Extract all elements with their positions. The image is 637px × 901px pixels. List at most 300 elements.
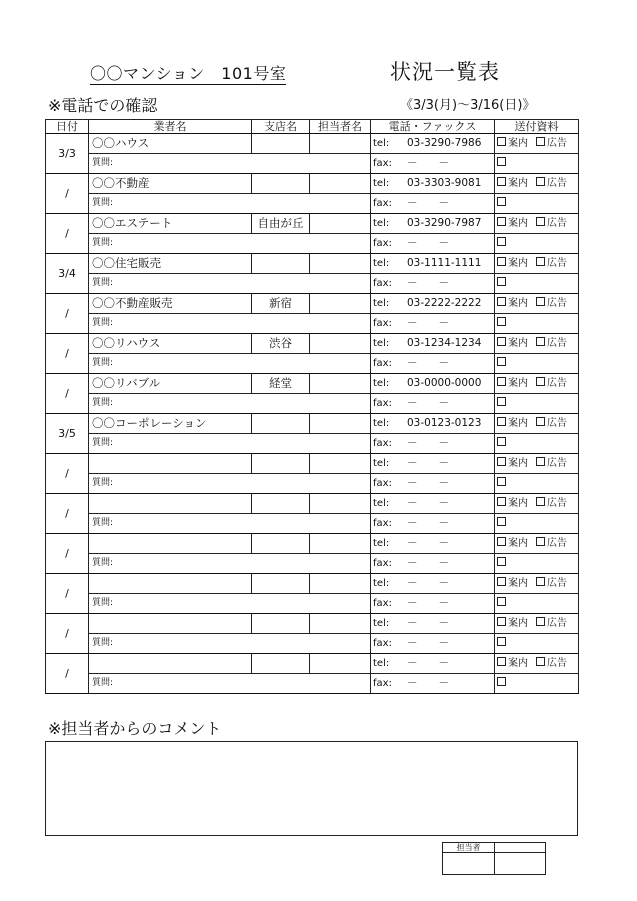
ad-label: 広告 bbox=[547, 378, 567, 389]
ad-checkbox[interactable] bbox=[536, 537, 545, 546]
fax-label: fax: bbox=[373, 518, 392, 529]
branch-cell[interactable] bbox=[252, 574, 310, 594]
question-cell[interactable] bbox=[89, 354, 371, 374]
other-checkbox[interactable] bbox=[497, 597, 506, 606]
fax-label: fax: bbox=[373, 638, 392, 649]
contact-cell[interactable] bbox=[310, 414, 371, 434]
guide-checkbox[interactable] bbox=[497, 537, 506, 546]
ad-label: 広告 bbox=[547, 258, 567, 269]
company-name-cell[interactable]: 〇〇コーポレーション bbox=[89, 414, 252, 434]
ad-checkbox[interactable] bbox=[536, 497, 545, 506]
materials-cell bbox=[495, 334, 579, 354]
date-cell[interactable]: / bbox=[46, 374, 89, 414]
stamp-label: 担当者 bbox=[443, 843, 495, 853]
table-row-detail bbox=[46, 354, 579, 374]
ad-checkbox[interactable] bbox=[536, 417, 545, 426]
guide-checkbox[interactable] bbox=[497, 457, 506, 466]
table-row bbox=[46, 374, 579, 394]
tel-label: tel: bbox=[373, 498, 390, 509]
ad-label: 広告 bbox=[547, 538, 567, 549]
fax-label: fax: bbox=[373, 238, 392, 249]
other-checkbox[interactable] bbox=[497, 677, 506, 686]
tel-number: － － bbox=[407, 617, 449, 629]
materials-cell bbox=[495, 214, 579, 234]
fax-cell[interactable] bbox=[371, 594, 495, 614]
tel-number: － － bbox=[407, 657, 449, 669]
ad-checkbox[interactable] bbox=[536, 377, 545, 386]
other-checkbox[interactable] bbox=[497, 277, 506, 286]
question-label: 質問: bbox=[92, 318, 114, 328]
other-material-cell bbox=[495, 434, 579, 454]
fax-number: － － bbox=[407, 197, 449, 209]
tel-number: － － bbox=[407, 577, 449, 589]
table-row-detail bbox=[46, 154, 579, 174]
table-row bbox=[46, 654, 579, 674]
tel-number: 03-0123-0123 bbox=[407, 417, 482, 429]
contact-cell[interactable] bbox=[310, 134, 371, 154]
mansion-title: 〇〇マンション 101号室 bbox=[90, 64, 287, 83]
contact-cell[interactable] bbox=[310, 494, 371, 514]
date-cell[interactable]: / bbox=[46, 654, 89, 694]
other-checkbox[interactable] bbox=[497, 517, 506, 526]
comment-box[interactable] bbox=[45, 741, 578, 836]
company-name-cell[interactable] bbox=[89, 654, 252, 674]
other-material-cell bbox=[495, 274, 579, 294]
other-material-cell bbox=[495, 394, 579, 414]
guide-checkbox[interactable] bbox=[497, 657, 506, 666]
guide-checkbox[interactable] bbox=[497, 137, 506, 146]
table-row-detail bbox=[46, 594, 579, 614]
column-header-contact: 担当者名 bbox=[310, 120, 371, 134]
tel-number: 03-3290-7986 bbox=[407, 137, 482, 149]
other-material-cell bbox=[495, 234, 579, 254]
tel-cell[interactable] bbox=[371, 414, 495, 434]
fax-number: － － bbox=[407, 557, 449, 569]
table-row-detail bbox=[46, 394, 579, 414]
company-name-cell[interactable]: 〇〇エステート bbox=[89, 214, 252, 234]
stamp-label-blank bbox=[495, 843, 546, 853]
other-material-cell bbox=[495, 314, 579, 334]
fax-cell[interactable] bbox=[371, 354, 495, 374]
branch-cell[interactable] bbox=[252, 654, 310, 674]
tel-label: tel: bbox=[373, 258, 390, 269]
other-checkbox[interactable] bbox=[497, 317, 506, 326]
tel-cell[interactable] bbox=[371, 494, 495, 514]
contact-cell[interactable] bbox=[310, 654, 371, 674]
fax-number: － － bbox=[407, 477, 449, 489]
other-checkbox[interactable] bbox=[497, 437, 506, 446]
fax-label: fax: bbox=[373, 358, 392, 369]
branch-cell[interactable] bbox=[252, 614, 310, 634]
tel-cell[interactable] bbox=[371, 174, 495, 194]
fax-cell[interactable] bbox=[371, 314, 495, 334]
question-label: 質問: bbox=[92, 398, 114, 408]
question-label: 質問: bbox=[92, 358, 114, 368]
contact-cell[interactable] bbox=[310, 374, 371, 394]
period-range: 《3/3(月)～3/16(日)》 bbox=[400, 98, 536, 113]
guide-label: 案内 bbox=[508, 418, 528, 429]
other-material-cell bbox=[495, 474, 579, 494]
tel-cell[interactable] bbox=[371, 574, 495, 594]
company-name-cell[interactable]: 〇〇ハウス bbox=[89, 134, 252, 154]
tel-cell[interactable] bbox=[371, 294, 495, 314]
tel-label: tel: bbox=[373, 218, 390, 229]
table-row bbox=[46, 134, 579, 154]
question-cell[interactable] bbox=[89, 674, 371, 694]
table-row bbox=[46, 294, 579, 314]
question-cell[interactable] bbox=[89, 274, 371, 294]
materials-cell bbox=[495, 134, 579, 154]
other-material-cell bbox=[495, 154, 579, 174]
date-cell[interactable]: / bbox=[46, 294, 89, 334]
company-name-cell[interactable]: 〇〇リハウス bbox=[89, 334, 252, 354]
ad-checkbox[interactable] bbox=[536, 257, 545, 266]
fax-number: － － bbox=[407, 437, 449, 449]
date-cell[interactable]: 3/4 bbox=[46, 254, 89, 294]
table-header-row bbox=[46, 120, 579, 134]
fax-cell[interactable] bbox=[371, 634, 495, 654]
fax-label: fax: bbox=[373, 558, 392, 569]
materials-cell bbox=[495, 174, 579, 194]
other-checkbox[interactable] bbox=[497, 237, 506, 246]
fax-cell[interactable] bbox=[371, 274, 495, 294]
fax-number: － － bbox=[407, 157, 449, 169]
materials-cell bbox=[495, 294, 579, 314]
contact-cell[interactable] bbox=[310, 614, 371, 634]
table-row-detail bbox=[46, 194, 579, 214]
contact-cell[interactable] bbox=[310, 574, 371, 594]
guide-label: 案内 bbox=[508, 258, 528, 269]
branch-cell[interactable] bbox=[252, 254, 310, 274]
fax-cell[interactable] bbox=[371, 394, 495, 414]
question-cell[interactable] bbox=[89, 314, 371, 334]
branch-cell[interactable] bbox=[252, 454, 310, 474]
other-checkbox[interactable] bbox=[497, 557, 506, 566]
question-cell[interactable] bbox=[89, 234, 371, 254]
tel-number: － － bbox=[407, 537, 449, 549]
guide-checkbox[interactable] bbox=[497, 257, 506, 266]
fax-cell[interactable] bbox=[371, 674, 495, 694]
guide-label: 案内 bbox=[508, 458, 528, 469]
table-row bbox=[46, 494, 579, 514]
tel-label: tel: bbox=[373, 418, 390, 429]
guide-label: 案内 bbox=[508, 378, 528, 389]
table-row-detail bbox=[46, 634, 579, 654]
branch-cell[interactable]: 新宿 bbox=[252, 294, 310, 314]
stamp-table bbox=[442, 842, 546, 875]
table-row-detail bbox=[46, 234, 579, 254]
table-row bbox=[46, 214, 579, 234]
question-label: 質問: bbox=[92, 558, 114, 568]
other-checkbox[interactable] bbox=[497, 357, 506, 366]
tel-label: tel: bbox=[373, 458, 390, 469]
contact-cell[interactable] bbox=[310, 334, 371, 354]
fax-number: － － bbox=[407, 277, 449, 289]
fax-label: fax: bbox=[373, 318, 392, 329]
fax-cell[interactable] bbox=[371, 154, 495, 174]
other-material-cell bbox=[495, 674, 579, 694]
company-name-cell[interactable] bbox=[89, 614, 252, 634]
date-cell[interactable]: / bbox=[46, 494, 89, 534]
status-table bbox=[45, 119, 579, 694]
materials-cell bbox=[495, 254, 579, 274]
column-header-date: 日付 bbox=[46, 120, 89, 134]
question-label: 質問: bbox=[92, 238, 114, 248]
contact-cell[interactable] bbox=[310, 174, 371, 194]
branch-cell[interactable] bbox=[252, 174, 310, 194]
guide-checkbox[interactable] bbox=[497, 177, 506, 186]
branch-cell[interactable] bbox=[252, 134, 310, 154]
tel-cell[interactable] bbox=[371, 134, 495, 154]
ad-checkbox[interactable] bbox=[536, 337, 545, 346]
fax-number: － － bbox=[407, 677, 449, 689]
company-name-cell[interactable] bbox=[89, 534, 252, 554]
company-name-cell[interactable] bbox=[89, 454, 252, 474]
materials-cell bbox=[495, 414, 579, 434]
ad-checkbox[interactable] bbox=[536, 177, 545, 186]
date-cell[interactable]: / bbox=[46, 454, 89, 494]
fax-number: － － bbox=[407, 317, 449, 329]
fax-number: － － bbox=[407, 357, 449, 369]
other-checkbox[interactable] bbox=[497, 157, 506, 166]
branch-cell[interactable] bbox=[252, 414, 310, 434]
ad-label: 広告 bbox=[547, 338, 567, 349]
table-row bbox=[46, 534, 579, 554]
guide-label: 案内 bbox=[508, 578, 528, 589]
contact-cell[interactable] bbox=[310, 534, 371, 554]
other-checkbox[interactable] bbox=[497, 637, 506, 646]
date-cell[interactable]: 3/3 bbox=[46, 134, 89, 174]
materials-cell bbox=[495, 374, 579, 394]
tel-label: tel: bbox=[373, 618, 390, 629]
ad-checkbox[interactable] bbox=[536, 577, 545, 586]
branch-cell[interactable] bbox=[252, 494, 310, 514]
column-header-company: 業者名 bbox=[89, 120, 252, 134]
tel-label: tel: bbox=[373, 578, 390, 589]
company-name-cell[interactable]: 〇〇リバブル bbox=[89, 374, 252, 394]
tel-cell[interactable] bbox=[371, 454, 495, 474]
branch-cell[interactable]: 自由が丘 bbox=[252, 214, 310, 234]
guide-label: 案内 bbox=[508, 218, 528, 229]
question-cell[interactable] bbox=[89, 154, 371, 174]
contact-cell[interactable] bbox=[310, 254, 371, 274]
tel-label: tel: bbox=[373, 378, 390, 389]
fax-label: fax: bbox=[373, 438, 392, 449]
fax-label: fax: bbox=[373, 198, 392, 209]
guide-checkbox[interactable] bbox=[497, 337, 506, 346]
table-row-detail bbox=[46, 314, 579, 334]
question-label: 質問: bbox=[92, 158, 114, 168]
table-row bbox=[46, 174, 579, 194]
ad-label: 広告 bbox=[547, 618, 567, 629]
question-label: 質問: bbox=[92, 518, 114, 528]
guide-label: 案内 bbox=[508, 298, 528, 309]
stamp-cell[interactable] bbox=[443, 853, 495, 875]
tel-cell[interactable] bbox=[371, 334, 495, 354]
company-name-cell[interactable]: 〇〇不動産販売 bbox=[89, 294, 252, 314]
date-cell[interactable]: / bbox=[46, 214, 89, 254]
ad-checkbox[interactable] bbox=[536, 657, 545, 666]
guide-label: 案内 bbox=[508, 618, 528, 629]
table-row bbox=[46, 614, 579, 634]
other-material-cell bbox=[495, 354, 579, 374]
company-name-cell[interactable]: 〇〇不動産 bbox=[89, 174, 252, 194]
materials-cell bbox=[495, 494, 579, 514]
materials-cell bbox=[495, 534, 579, 554]
table-row bbox=[46, 254, 579, 274]
guide-label: 案内 bbox=[508, 178, 528, 189]
tel-number: 03-3290-7987 bbox=[407, 217, 482, 229]
tel-number: 03-2222-2222 bbox=[407, 297, 482, 309]
guide-label: 案内 bbox=[508, 498, 528, 509]
table-row-detail bbox=[46, 514, 579, 534]
guide-label: 案内 bbox=[508, 138, 528, 149]
fax-number: － － bbox=[407, 397, 449, 409]
tel-label: tel: bbox=[373, 338, 390, 349]
guide-checkbox[interactable] bbox=[497, 217, 506, 226]
guide-label: 案内 bbox=[508, 658, 528, 669]
question-label: 質問: bbox=[92, 478, 114, 488]
tel-cell[interactable] bbox=[371, 534, 495, 554]
branch-cell[interactable]: 経堂 bbox=[252, 374, 310, 394]
materials-cell bbox=[495, 614, 579, 634]
column-header-phone-fax: 電話・ファックス bbox=[371, 120, 495, 134]
branch-cell[interactable] bbox=[252, 534, 310, 554]
ad-label: 広告 bbox=[547, 138, 567, 149]
fax-label: fax: bbox=[373, 398, 392, 409]
ad-checkbox[interactable] bbox=[536, 137, 545, 146]
ad-label: 広告 bbox=[547, 658, 567, 669]
tel-label: tel: bbox=[373, 178, 390, 189]
column-header-materials: 送付資料 bbox=[495, 120, 579, 134]
question-label: 質問: bbox=[92, 678, 114, 688]
table-row-detail bbox=[46, 554, 579, 574]
ad-label: 広告 bbox=[547, 218, 567, 229]
fax-number: － － bbox=[407, 597, 449, 609]
question-cell[interactable] bbox=[89, 634, 371, 654]
materials-cell bbox=[495, 574, 579, 594]
company-name-cell[interactable] bbox=[89, 494, 252, 514]
table-row bbox=[46, 574, 579, 594]
column-header-branch: 支店名 bbox=[252, 120, 310, 134]
materials-cell bbox=[495, 654, 579, 674]
fax-cell[interactable] bbox=[371, 234, 495, 254]
question-label: 質問: bbox=[92, 598, 114, 608]
fax-label: fax: bbox=[373, 598, 392, 609]
ad-label: 広告 bbox=[547, 298, 567, 309]
tel-number: － － bbox=[407, 497, 449, 509]
table-row-detail bbox=[46, 274, 579, 294]
other-checkbox[interactable] bbox=[497, 197, 506, 206]
date-cell[interactable]: / bbox=[46, 614, 89, 654]
ad-checkbox[interactable] bbox=[536, 617, 545, 626]
question-cell[interactable] bbox=[89, 434, 371, 454]
guide-label: 案内 bbox=[508, 338, 528, 349]
table-row bbox=[46, 454, 579, 474]
tel-label: tel: bbox=[373, 298, 390, 309]
guide-checkbox[interactable] bbox=[497, 617, 506, 626]
guide-checkbox[interactable] bbox=[497, 377, 506, 386]
date-cell[interactable]: / bbox=[46, 174, 89, 214]
ad-label: 広告 bbox=[547, 418, 567, 429]
tel-number: 03-1111-1111 bbox=[407, 257, 482, 269]
question-cell[interactable] bbox=[89, 194, 371, 214]
ad-label: 広告 bbox=[547, 178, 567, 189]
contact-cell[interactable] bbox=[310, 214, 371, 234]
question-cell[interactable] bbox=[89, 474, 371, 494]
other-material-cell bbox=[495, 634, 579, 654]
fax-cell[interactable] bbox=[371, 514, 495, 534]
question-cell[interactable] bbox=[89, 594, 371, 614]
fax-label: fax: bbox=[373, 278, 392, 289]
company-name-cell[interactable]: 〇〇住宅販売 bbox=[89, 254, 252, 274]
question-label: 質問: bbox=[92, 278, 114, 288]
question-cell[interactable] bbox=[89, 394, 371, 414]
stamp-cell-2[interactable] bbox=[495, 853, 546, 875]
guide-checkbox[interactable] bbox=[497, 577, 506, 586]
company-name-cell[interactable] bbox=[89, 574, 252, 594]
phone-check-heading: ※電話での確認 bbox=[48, 96, 158, 115]
branch-cell[interactable]: 渋谷 bbox=[252, 334, 310, 354]
question-cell[interactable] bbox=[89, 514, 371, 534]
materials-cell bbox=[495, 454, 579, 474]
ad-label: 広告 bbox=[547, 578, 567, 589]
date-cell[interactable]: / bbox=[46, 574, 89, 614]
ad-checkbox[interactable] bbox=[536, 297, 545, 306]
contact-cell[interactable] bbox=[310, 454, 371, 474]
fax-number: － － bbox=[407, 637, 449, 649]
question-cell[interactable] bbox=[89, 554, 371, 574]
fax-number: － － bbox=[407, 237, 449, 249]
tel-label: tel: bbox=[373, 138, 390, 149]
fax-label: fax: bbox=[373, 478, 392, 489]
fax-cell[interactable] bbox=[371, 434, 495, 454]
document-title: 状況一覧表 bbox=[390, 60, 500, 84]
tel-number: 03-0000-0000 bbox=[407, 377, 482, 389]
tel-cell[interactable] bbox=[371, 254, 495, 274]
guide-label: 案内 bbox=[508, 538, 528, 549]
date-cell[interactable]: / bbox=[46, 534, 89, 574]
ad-label: 広告 bbox=[547, 498, 567, 509]
tel-cell[interactable] bbox=[371, 654, 495, 674]
tel-cell[interactable] bbox=[371, 214, 495, 234]
other-material-cell bbox=[495, 594, 579, 614]
fax-cell[interactable] bbox=[371, 194, 495, 214]
guide-checkbox[interactable] bbox=[497, 297, 506, 306]
tel-number: 03-1234-1234 bbox=[407, 337, 482, 349]
fax-label: fax: bbox=[373, 678, 392, 689]
question-label: 質問: bbox=[92, 438, 114, 448]
tel-cell[interactable] bbox=[371, 374, 495, 394]
table-row-detail bbox=[46, 674, 579, 694]
question-label: 質問: bbox=[92, 638, 114, 648]
date-cell[interactable]: 3/5 bbox=[46, 414, 89, 454]
guide-checkbox[interactable] bbox=[497, 417, 506, 426]
fax-cell[interactable] bbox=[371, 474, 495, 494]
ad-checkbox[interactable] bbox=[536, 217, 545, 226]
guide-checkbox[interactable] bbox=[497, 497, 506, 506]
fax-cell[interactable] bbox=[371, 554, 495, 574]
table-row bbox=[46, 334, 579, 354]
other-material-cell bbox=[495, 554, 579, 574]
date-cell[interactable]: / bbox=[46, 334, 89, 374]
other-checkbox[interactable] bbox=[497, 397, 506, 406]
other-checkbox[interactable] bbox=[497, 477, 506, 486]
tel-number: 03-3303-9081 bbox=[407, 177, 482, 189]
ad-checkbox[interactable] bbox=[536, 457, 545, 466]
contact-cell[interactable] bbox=[310, 294, 371, 314]
tel-cell[interactable] bbox=[371, 614, 495, 634]
